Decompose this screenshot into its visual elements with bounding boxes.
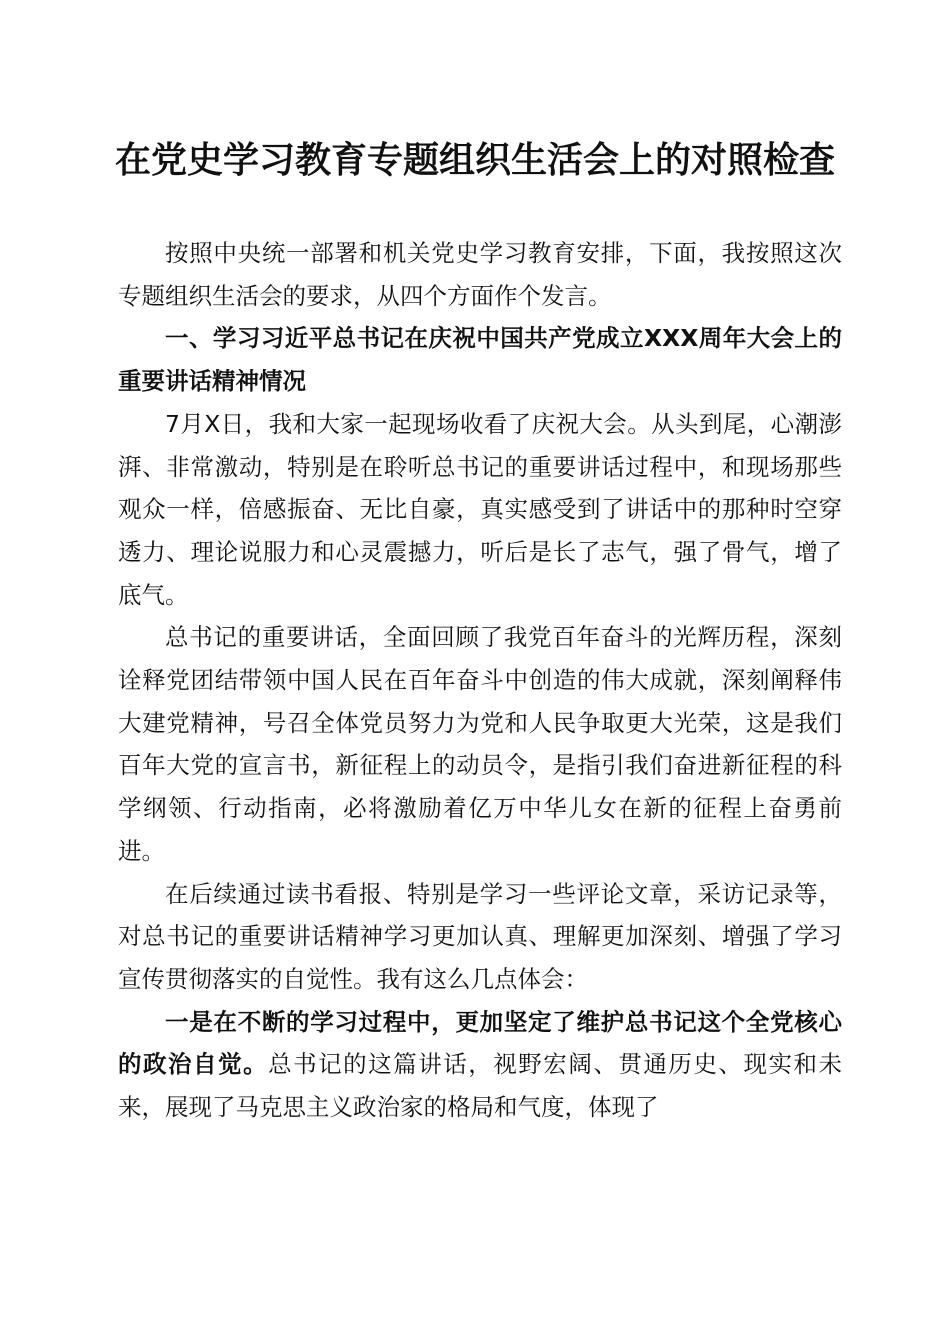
paragraph-point-one (118, 1001, 842, 1129)
section-heading-1: 一、学习习近平总书记在庆祝中国共产党成立XXX周年大会上的重要讲话精神情况 (118, 324, 842, 396)
paragraph-watch-ceremony: 7月X日，我和大家一起现场收看了庆祝大会。从头到尾，心潮澎湃、非常激动，特别是在聆听总书记的重要讲话过程中，和现场那些观众一样，倍感振奋、无比自豪，真实感受到了讲话中的那种时空穿透力、理论说服力和心灵震撼力，听后是长了志气，强了骨气，增了底气。 (118, 409, 842, 609)
point-one-text: 总书记的这篇讲话，视野宏阔、贯通历史、现实和未来，展现了马克思主义政治家的格局和气度，体现了 (118, 1050, 843, 1122)
document-body (118, 232, 842, 1129)
page-title: 在党史学习教育专题组织生活会上的对照检查 (114, 139, 835, 181)
point-one-lead: 一是在不断的学习过程中，更加坚定了维护总书记这个全党核心的政治自觉。 (118, 1007, 842, 1079)
paragraph-speech-significance: 总书记的重要讲话，全面回顾了我党百年奋斗的光辉历程，深刻诠释党团结带领中国人民在百年奋斗中创造的伟大成就，深刻阐释伟大建党精神，号召全体党员努力为党和人民争取更大光荣，这是我们百年大党的宣言书，新征程上的动员令，是指引我们奋进新征程的科学纲领、行动指南，必将激励着亿万中华儿女在新的征程上奋勇前进。 (118, 623, 842, 865)
paragraph-intro: 按照中央统一部署和机关党史学习教育安排，下面，我按照这次专题组织生活会的要求，从四个方面作个发言。 (118, 239, 842, 310)
paragraph-further-study: 在后续通过读书看报、特别是学习一些评论文章，采访记录等，对总书记的重要讲话精神学习更加认真、理解更加深刻、增强了学习宣传贯彻落实的自觉性。我有这么几点体会： (118, 879, 842, 993)
